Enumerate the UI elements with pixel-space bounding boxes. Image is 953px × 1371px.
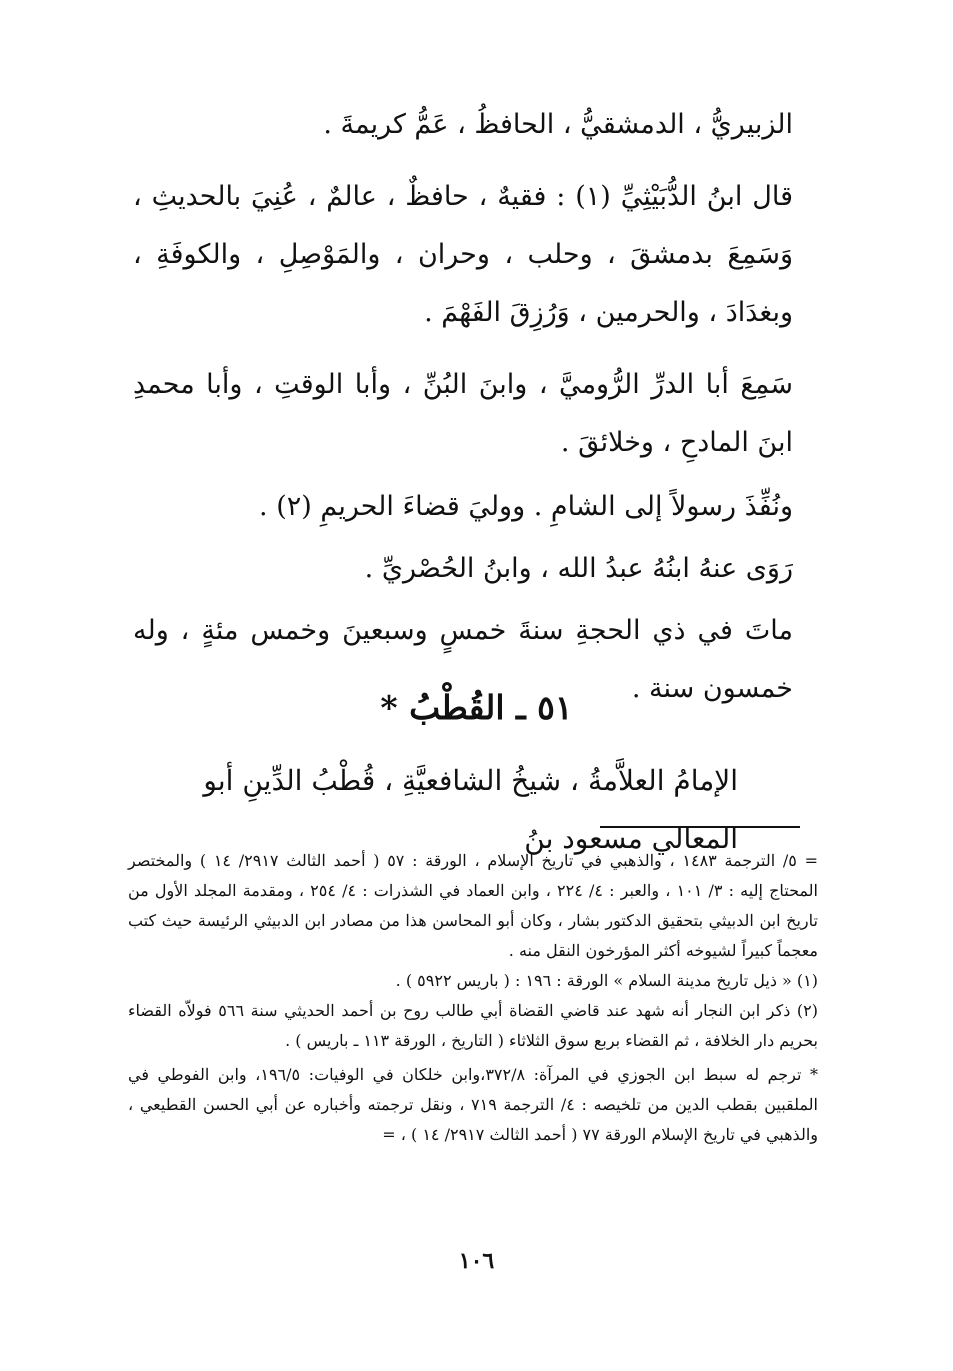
footnotes	[128, 846, 818, 1150]
footnote-continued: = ٥/ الترجمة ١٤٨٣ ، والذهبي في تاريخ الإسلام ، الورقة : ٥٧ ( أحمد الثالث ٢٩١٧/ ١٤ ) والمختصر المحتاج إليه : ٣/ ١٠١ ، والعبر : ٤/ ٢٢٤ ، وابن العماد في الشذرات : ٤/ ٢٥٤ ، ومقدمة المجلد الأول من تاريخ ابن الدبيثي بتحقيق الدكتور بشار ، وكان أبو المحاسن هذا من مصادر ابن الدبيثي الرئيسة حيث كتب معجماً كبيراً لشيوخه أكثر المؤرخون النقل منه .	[128, 851, 818, 960]
paragraph-6: ماتَ في ذي الحجةِ سنةَ خمسٍ وسبعينَ وخمس مئةٍ ، وله خمسون سنة .	[133, 615, 793, 704]
footnote-divider	[600, 826, 800, 828]
footnote-2: (٢) ذكر ابن النجار أنه شهد عند قاضي القضاة أبي طالب روح بن أحمد الحديثي سنة ٥٦٦ فولاّه القضاء بحريم دار الخلافة ، ثم القضاء بربع سوق الثلاثاء ( التاريخ ، الورقة ١١٣ ـ باريس ) .	[128, 1001, 819, 1050]
footnote-1: (١) « ذيل تاريخ مدينة السلام » الورقة : ١٩٦ : ( باريس ٥٩٢٢ ) .	[395, 971, 818, 990]
paragraph-1: الزبيريُّ ، الدمشقيُّ ، الحافظُ ، عَمُّ كريمةَ .	[323, 109, 793, 140]
page-number: ١٠٦	[458, 1248, 495, 1274]
paragraph-5: رَوَى عنهُ ابنُهُ عبدُ الله ، وابنُ الحُصْريِّ .	[364, 553, 793, 584]
paragraph-4: ونُفِّذَ رسولاً إلى الشامِ . ووليَ قضاءَ الحريمِ (٢) .	[259, 491, 793, 522]
paragraph-2: قال ابنُ الدُّبَيْثِيِّ (١) : فقيهٌ ، حافظٌ ، عالمٌ ، عُنِيَ بالحديثِ ، وَسَمِعَ بدمشقَ ، وحلب ، وحران ، والمَوْصِلِ ، والكوفَةِ ، وبغدَادَ ، والحرمين ، وَرُزِقَ الفَهْمَ .	[133, 181, 793, 328]
entry-intro: الإمامُ العلاَّمةُ ، شيخُ الشافعيَّةِ ، قُطْبُ الدِّينِ أبو المعالي مسعود بنُ	[203, 764, 738, 855]
footnote-star: * ترجم له سبط ابن الجوزي في المرآة: ٣٧٢/٨،وابن خلكان في الوفيات: ١٩٦/٥، وابن الفوطي في الملقبين بقطب الدين من تلخيصه : ٤/ الترجمة ٧١٩ ، ونقل ترجمته وأخباره عن أبي الحسن القطيعي ، والذهبي في تاريخ الإسلام الورقة ٧٧ ( أحمد الثالث ٢٩١٧/ ١٤ ) ، =	[128, 1065, 818, 1144]
entry-title: ٥١ ـ القُطْبُ *	[380, 688, 573, 727]
main-text	[133, 96, 793, 718]
paragraph-3: سَمِعَ أبا الدرِّ الرُّوميَّ ، وابنَ البُنِّ ، وأبا الوقتِ ، وأبا محمدِ ابنَ المادحِ ، وخلائقَ .	[133, 369, 793, 458]
